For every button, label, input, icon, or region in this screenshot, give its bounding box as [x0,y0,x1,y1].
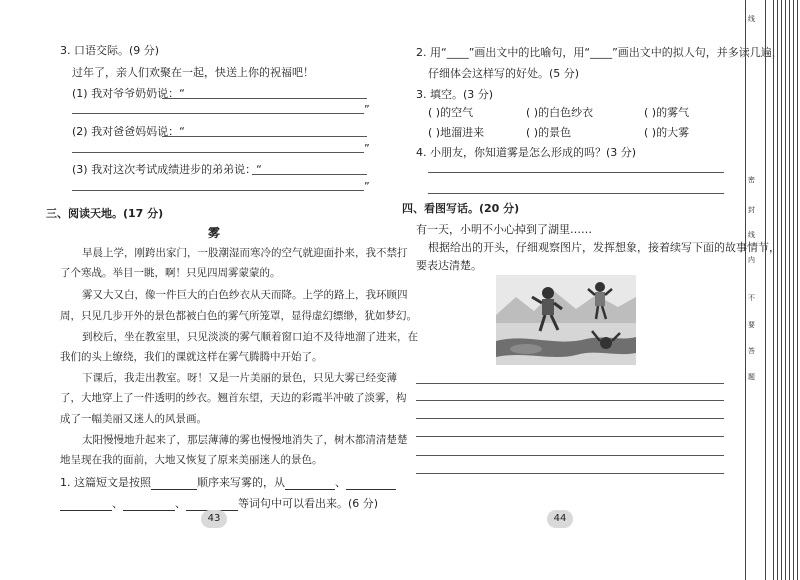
q3-item-2: (2) 我对爸爸妈妈说：“ [72,125,185,138]
section-4-heading: 四、看图写话。(20 分) [402,202,520,215]
passage-line: 了，大地穿上了一件透明的纱衣。翘首东望，天边的彩霞半冲破了淡雾，构 [60,392,407,404]
answer-line[interactable] [428,193,724,194]
q3-title: 3. 口语交际。(9 分) [60,44,160,57]
q3-item-1: (1) 我对爷爷奶奶说：“ [72,87,185,100]
q3-item-3: (3) 我对这次考试成绩进步的弟弟说：“ [72,163,262,176]
q1-part-b: 顺序来写雾的，从 [197,476,285,489]
fill-blank[interactable]: ( )地溜进来 [428,126,485,139]
writing-line[interactable] [416,383,724,384]
passage-line: 早晨上学，刚跨出家门，一股潮湿而寒冷的空气就迎面扑来，我不禁打 [82,247,408,259]
q1-separator: 、 [175,497,186,510]
section-3-heading: 三、阅读天地。(17 分) [46,207,164,220]
passage-line: 到校后，坐在教室里，只见淡淡的雾气顺着窗口迫不及待地溜了进来，在 [82,331,418,343]
close-quote: ” [364,103,370,116]
strip-border [765,0,766,580]
passage-line: 我们的头上缭绕，我们的课就这样在雾气腾腾中开始了。 [60,351,323,363]
passage-line: 地呈现在我的面前，大地又恢复了原来美丽迷人的景色。 [60,454,323,466]
q1-blank-2[interactable] [346,478,396,490]
strip-char: 题 [748,373,755,381]
fill-blank[interactable]: ( )的空气 [428,106,474,119]
story-start: 有一天，小明不小心掉到了湖里…… [416,223,592,236]
strip-border [781,0,782,580]
instructions-line-2: 要表达清楚。 [416,259,482,272]
answer-line[interactable] [252,174,367,175]
strip-border [793,0,794,580]
q1-part-c: 等词句中可以看出来。(6 分) [238,497,379,510]
q1-separator: 、 [335,476,346,489]
answer-line[interactable] [428,172,724,173]
strip-char: 不 [748,294,755,302]
strip-char: 密 [748,176,755,184]
strip-border [785,0,786,580]
q4-title: 4. 小朋友，你知道雾是怎么形成的吗？(3 分) [416,146,637,159]
passage-title: 雾 [208,226,221,240]
binding-strip [745,0,800,580]
passage-line: 下课后，我走出教室。呀！又是一片美丽的景色，只见大雾已经变薄 [82,372,397,384]
answer-line[interactable] [72,152,364,153]
story-illustration [496,275,636,365]
strip-mark: 线 [748,15,755,23]
strip-char: 内 [748,256,755,264]
passage-line: 雾又大又白，像一件巨大的白色纱衣从天而降。上学的路上，我环顾四 [82,289,408,301]
q2-line-1: 2. 用“____”画出文中的比喻句，用“____”画出文中的拟人句，并多读几遍， [416,46,783,59]
answer-line[interactable] [162,136,367,137]
strip-char: 封 [748,206,755,214]
q1-separator: 、 [112,497,123,510]
strip-border [745,0,746,580]
writing-line[interactable] [416,436,724,437]
fill-blank[interactable]: ( )的景色 [526,126,572,139]
passage-line: 太阳慢慢地升起来了，那层薄薄的雾也慢慢地消失了，树木都清清楚楚 [82,434,408,446]
q1-line-2 [60,497,378,511]
q1-line-1 [60,476,396,490]
page-number: 43 [201,510,227,528]
answer-line[interactable] [162,98,367,99]
strip-border [777,0,778,580]
answer-line[interactable] [72,113,364,114]
close-quote: ” [364,180,370,193]
strip-char: 要 [748,321,755,329]
strip-border [773,0,774,580]
q1-blank-4[interactable] [123,499,175,511]
writing-line[interactable] [416,418,724,419]
fill-blank[interactable]: ( )的雾气 [644,106,690,119]
q2-line-2: 仔细体会这样写的好处。(5 分) [428,67,580,80]
q3-fill-title: 3. 填空。(3 分) [416,88,494,101]
writing-line[interactable] [416,473,724,474]
page-number: 44 [547,510,573,528]
passage-line: 成了一幅美丽又迷人的风景画。 [60,413,207,425]
q1-part-a: 1. 这篇短文是按照 [60,476,151,489]
passage-line: 了个寒战。举目一眺，啊！只见四周雾蒙蒙的。 [60,267,281,279]
writing-line[interactable] [416,455,724,456]
strip-char: 线 [748,231,755,239]
q3-intro: 过年了，亲人们欢聚在一起，快送上你的祝福吧！ [72,66,314,79]
writing-line[interactable] [416,400,724,401]
fill-blank[interactable]: ( )的白色纱衣 [526,106,594,119]
answer-line[interactable] [72,190,364,191]
instructions-line-1: 根据给出的开头，仔细观察图片，发挥想象，接着续写下面的故事情节， [428,241,780,254]
strip-char: 答 [748,347,755,355]
fill-blank[interactable]: ( )的大雾 [644,126,690,139]
passage-line: 周，只见几步开外的景色都被白色的雾气所笼罩，显得虚幻缥缈，犹如梦幻。 [60,310,417,322]
strip-border [797,0,798,580]
q1-blank-1[interactable] [285,478,335,490]
strip-border [789,0,790,580]
q1-blank-order[interactable] [151,478,197,490]
q1-blank-3[interactable] [60,499,112,511]
close-quote: ” [364,142,370,155]
